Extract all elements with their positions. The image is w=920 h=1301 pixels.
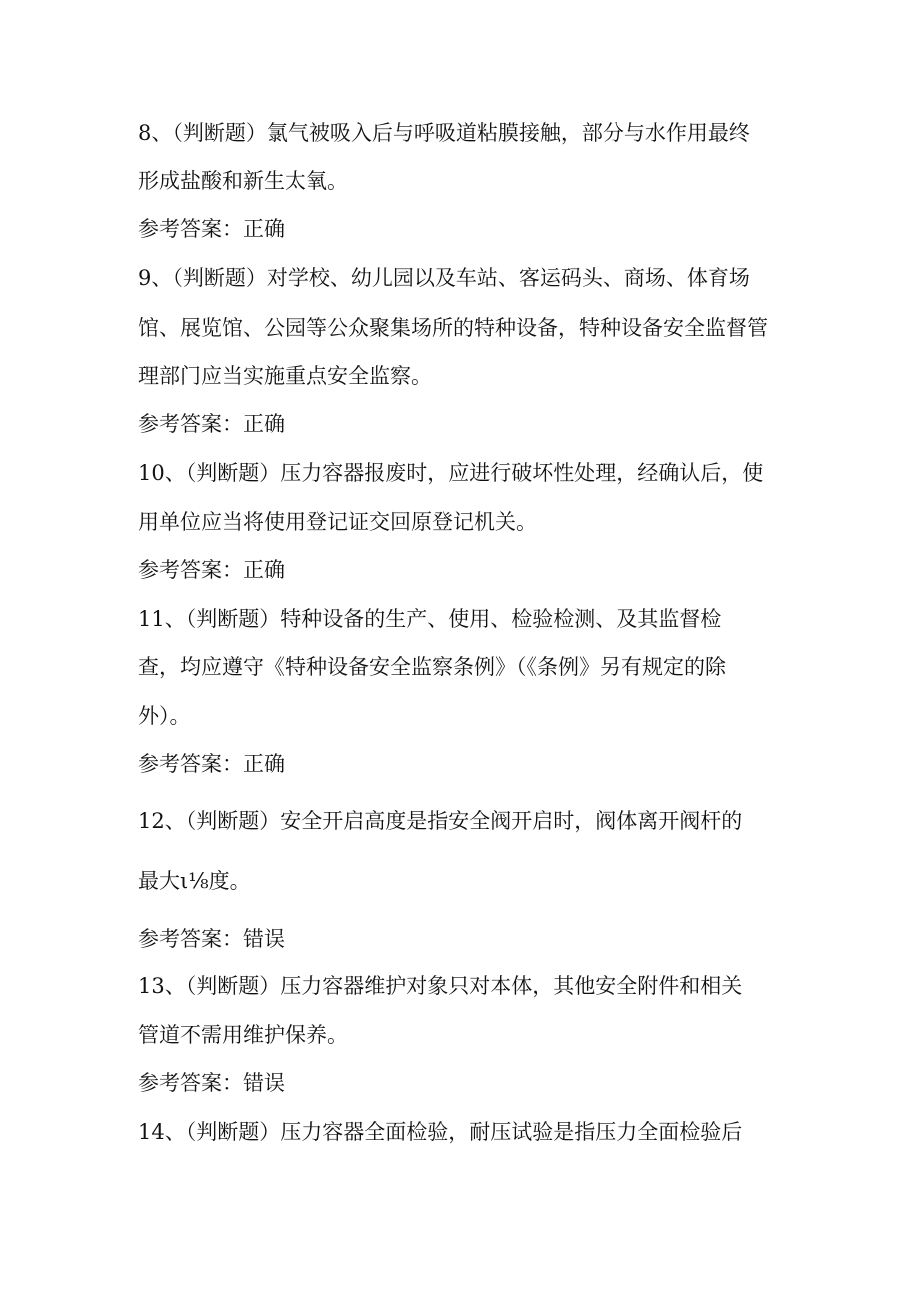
question-8-line-1: 8、（判断题）氯气被吸入后与呼吸道粘膜接触，部分与水作用最终: [138, 121, 750, 145]
question-9-line-1: 9、（判断题）对学校、幼儿园以及车站、客运码头、商场、体育场: [138, 266, 750, 290]
question-10-line-1: 10、（判断题）压力容器报废时，应进行破坏性处理，经确认后，使: [138, 461, 764, 485]
question-8-answer: 参考答案：正确: [138, 217, 285, 241]
question-14-line-1: 14、（判断题）压力容器全面检验，耐压试验是指压力全面检验后: [138, 1120, 743, 1144]
question-11-line-2: 查，均应遵守《特种设备安全监察条例》（《条例》另有规定的除: [138, 655, 726, 679]
question-12-line-1: 12、（判断题）安全开启高度是指安全阀开启时，阀体离开阀杆的: [138, 809, 743, 833]
question-11-line-1: 11、（判断题）特种设备的生产、使用、检验检测、及其监督检: [138, 607, 722, 631]
question-9-line-3: 理部门应当实施重点安全监察。: [138, 364, 432, 388]
question-13-line-2: 管道不需用维护保养。: [138, 1023, 348, 1047]
question-9-answer: 参考答案：正确: [138, 412, 285, 436]
question-9-line-2: 馆、展览馆、公园等公众聚集场所的特种设备，特种设备安全监督管: [138, 316, 768, 340]
question-13-line-1: 13、（判断题）压力容器维护对象只对本体，其他安全附件和相关: [138, 974, 743, 998]
question-8-line-2: 形成盐酸和新生太氧。: [138, 169, 348, 193]
question-13-answer: 参考答案：错误: [138, 1071, 285, 1095]
question-11-answer: 参考答案：正确: [138, 752, 285, 776]
question-11-line-3: 外）。: [138, 704, 191, 728]
question-10-answer: 参考答案：正确: [138, 558, 285, 582]
question-12-line-2: 最大ι⅛度。: [138, 869, 251, 893]
question-10-line-2: 用单位应当将使用登记证交回原登记机关。: [138, 510, 537, 534]
question-12-answer: 参考答案：错误: [138, 927, 285, 951]
